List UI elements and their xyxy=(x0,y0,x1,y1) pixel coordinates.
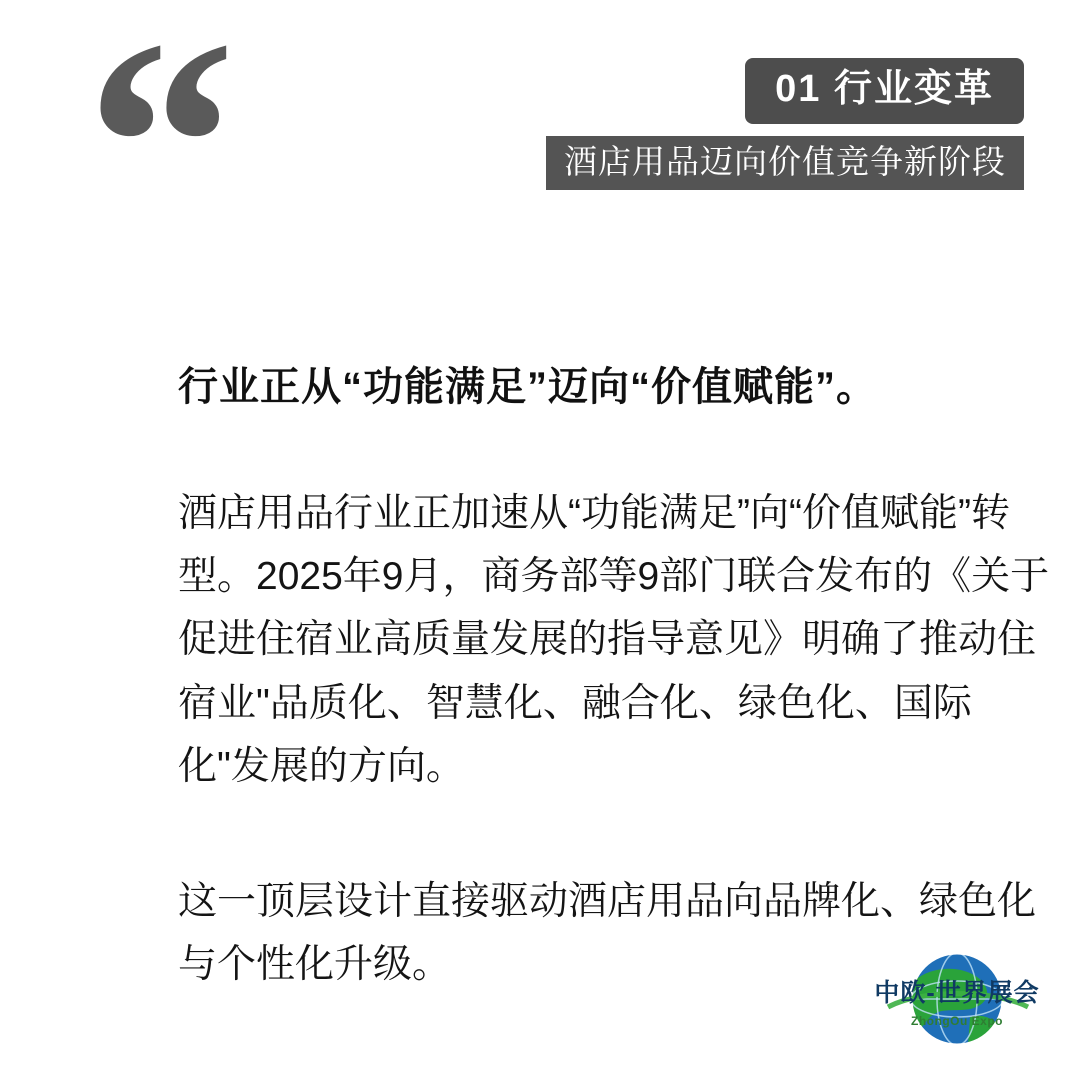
section-tag-group xyxy=(546,58,1024,190)
logo-title-en: ZhongOu Expo xyxy=(911,1014,1003,1028)
paragraph-2: 这一顶层设计直接驱动酒店用品向品牌化、绿色化与个性化升级。 xyxy=(178,879,1037,987)
lead-statement: 行业正从“功能满足”迈向“价值赋能”。 xyxy=(178,365,877,409)
logo-title-cn: 中欧-世界展会 xyxy=(874,979,1040,1007)
quotation-mark-icon: “ xyxy=(86,0,230,310)
section-subtitle-badge: 酒店用品迈向价值竞争新阶段 xyxy=(546,136,1024,190)
brand-logo xyxy=(852,941,1062,1061)
header xyxy=(0,0,1080,310)
article-body xyxy=(178,360,1058,996)
section-number-title-badge: 01 行业变革 xyxy=(745,58,1024,124)
paragraph-1: 酒店用品行业正加速从“功能满足”向“价值赋能”转型。2025年9月，商务部等9部门联合发布的《关于促进住宿业高质量发展的指导意见》明确了推动住宿业"品质化、智慧化、融合化、绿色化、国际化"发展的方向。 xyxy=(178,492,1050,788)
